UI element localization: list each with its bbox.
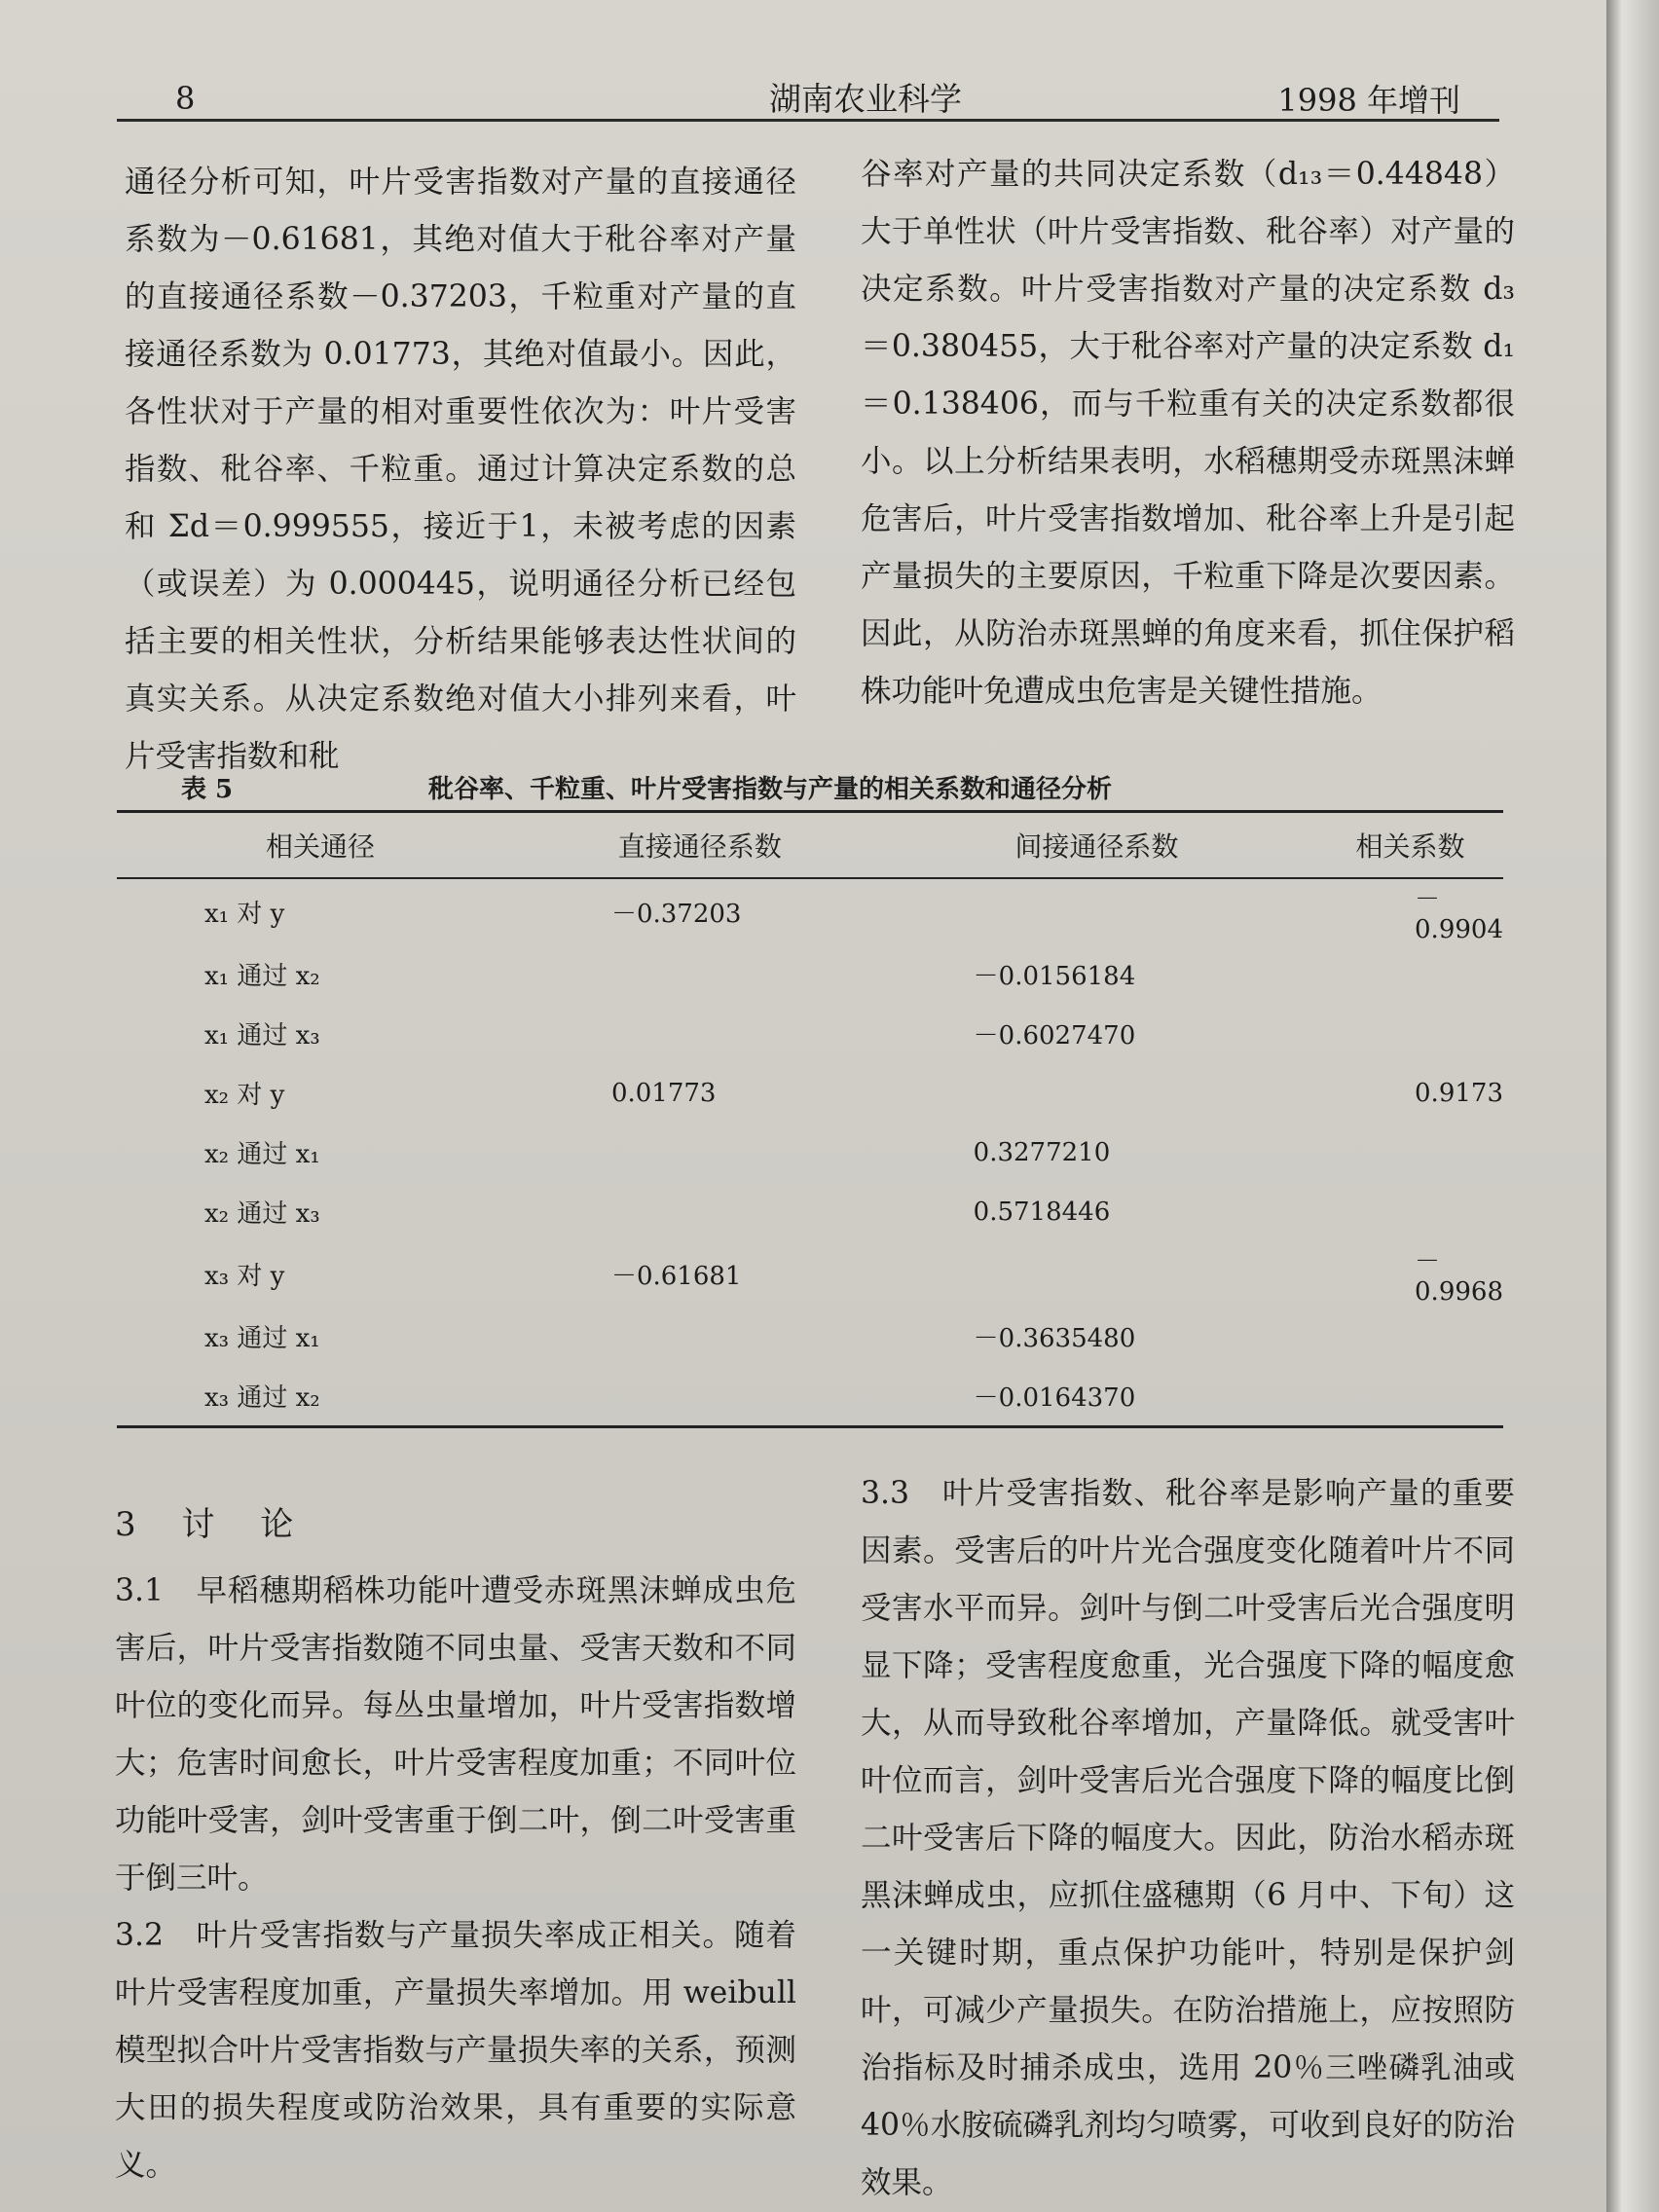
- cell-indirect: －0.0156184: [973, 962, 1136, 991]
- table-row: [117, 1307, 1503, 1366]
- cell-path: x₁ 通过 x₂: [204, 962, 320, 991]
- cell-direct: －0.37203: [610, 900, 742, 929]
- table-row: [117, 944, 1503, 1004]
- cell-correlation: [1317, 1004, 1503, 1063]
- header-indirect: 间接通径系数: [1014, 830, 1179, 863]
- header-direct: 直接通径系数: [617, 830, 782, 863]
- cell-indirect: －0.3635480: [973, 1324, 1136, 1353]
- header-correlation: 相关系数: [1355, 830, 1465, 863]
- cell-correlation: －0.9904: [1415, 885, 1503, 944]
- cell-direct: [524, 944, 876, 1004]
- cell-path: x₂ 通过 x₁: [204, 1140, 320, 1169]
- cell-correlation: [1317, 944, 1503, 1004]
- cell-correlation: 0.9173: [1415, 1078, 1503, 1108]
- table-row: [117, 878, 1503, 944]
- cell-correlation: [1317, 1366, 1503, 1427]
- table-row: [117, 1004, 1503, 1063]
- journal-title: 湖南农业科学: [769, 80, 962, 118]
- cell-indirect: 0.5718446: [973, 1197, 1111, 1227]
- table-row: [117, 1063, 1503, 1123]
- right-column-text: [861, 146, 1515, 720]
- cell-correlation: －0.9968: [1415, 1247, 1503, 1307]
- paragraph-3-1: 3.1 早稻穗期稻株功能叶遭受赤斑黑沫蝉成虫危害后，叶片受害指数随不同虫量、受害天数和不同叶位的变化而异。每丛虫量增加，叶片受害指数增大；危害时间愈长，叶片受害程度加重；不同叶位功能叶受害，剑叶受害重于倒二叶，倒二叶受害重于倒三叶。: [115, 1573, 796, 1896]
- cell-correlation: [1317, 1307, 1503, 1366]
- table-row: [117, 1182, 1503, 1241]
- cell-path: x₁ 通过 x₃: [204, 1021, 320, 1051]
- cell-indirect: －0.0164370: [973, 1383, 1136, 1413]
- discussion-right-column: [861, 1465, 1515, 2212]
- discussion-left-column: [115, 1563, 796, 2194]
- cell-path: x₂ 通过 x₃: [204, 1199, 320, 1229]
- cell-indirect: －0.6027470: [973, 1021, 1136, 1051]
- cell-direct: [524, 1123, 876, 1182]
- cell-path: x₃ 通过 x₂: [204, 1383, 320, 1413]
- cell-direct: [524, 1366, 876, 1427]
- cell-path: x₂ 对 y: [204, 1081, 285, 1110]
- cell-path: x₃ 通过 x₁: [204, 1324, 320, 1353]
- table-row: [117, 1123, 1503, 1182]
- path-analysis-table: [117, 810, 1503, 1428]
- cell-direct: [524, 1307, 876, 1366]
- cell-direct: [524, 1004, 876, 1063]
- cell-indirect: 0.3277210: [973, 1137, 1111, 1167]
- left-column-text: [125, 154, 796, 786]
- paragraph-3-3: 3.3 叶片受害指数、秕谷率是影响产量的重要因素。受害后的叶片光合强度变化随着叶片不同受害水平而异。剑叶与倒二叶受害后光合强度明显下降；受害程度愈重，光合强度下降的幅度愈大，从而导致秕谷率增加，产量降低。就受害叶叶位而言，剑叶受害后光合强度下降的幅度比倒二叶受害后下降的幅度大。因此，防治水稻赤斑黑沫蝉成虫，应抓住盛穗期（6 月中、下旬）这一关键时期，重点保护功能叶，特别是保护剑叶，可减少产量损失。在防治措施上，应按照防治指标及时捕杀成虫，选用 20％三唑磷乳油或 40％水胺硫磷乳剂均匀喷雾，可收到良好的防治效果。: [861, 1476, 1515, 2200]
- table-row: [117, 1366, 1503, 1427]
- page-number: 8: [175, 80, 196, 117]
- table-title: 秕谷率、千粒重、叶片受害指数与产量的相关系数和通径分析: [428, 775, 1113, 804]
- paragraph-3-2: 3.2 叶片受害指数与产量损失率成正相关。随着叶片受害程度加重，产量损失率增加。用 weibull 模型拟合叶片受害指数与产量损失率的关系，预测大田的损失程度或防治效果，具有重要的实际意义。: [115, 1918, 796, 2183]
- cell-direct: －0.61681: [610, 1262, 742, 1291]
- cell-indirect: [876, 878, 1317, 944]
- table-number: 表 5: [181, 775, 234, 804]
- table-row: [117, 1241, 1503, 1307]
- cell-correlation: [1317, 1182, 1503, 1241]
- page-header: [117, 70, 1499, 122]
- cell-indirect: [876, 1063, 1317, 1123]
- paragraph: 通径分析可知，叶片受害指数对产量的直接通径系数为－0.61681，其绝对值大于秕谷率对产量的直接通径系数－0.37203，千粒重对产量的直接通径系数为 0.01773，其绝对值最小。因此，各性状对于产量的相对重要性依次为：叶片受害指数、秕谷率、千粒重。通过计算决定系数的总和 Σd＝0.999555，接近于1，未被考虑的因素（或误差）为 0.000445，说明通径分析已经包括主要的相关性状，分析结果能够表达性状间的真实关系。从决定系数绝对值大小排列来看，叶片受害指数和秕: [125, 165, 796, 774]
- cell-direct: 0.01773: [610, 1078, 717, 1108]
- cell-direct: [524, 1182, 876, 1241]
- table-header-row: [117, 812, 1503, 879]
- paragraph: 谷率对产量的共同决定系数（d₁₃＝0.44848）大于单性状（叶片受害指数、秕谷率）对产量的决定系数。叶片受害指数对产量的决定系数 d₃＝0.380455，大于秕谷率对产量的决定系数 d₁＝0.138406，而与千粒重有关的决定系数都很小。以上分析结果表明，水稻穗期受赤斑黑沫蝉危害后，叶片受害指数增加、秕谷率上升是引起产量损失的主要原因，千粒重下降是次要因素。因此，从防治赤斑黑蝉的角度来看，抓住保护稻株功能叶免遭成虫危害是关键性措施。: [861, 157, 1515, 709]
- adjacent-page-edge: [1606, 0, 1659, 2212]
- header-path: 相关通径: [265, 830, 375, 863]
- section-heading: 3 讨 论: [115, 1505, 312, 1544]
- cell-path: x₃ 对 y: [204, 1262, 285, 1291]
- cell-correlation: [1317, 1123, 1503, 1182]
- cell-path: x₁ 对 y: [204, 900, 285, 929]
- cell-indirect: [876, 1241, 1317, 1307]
- issue-label: 1998 年增刊: [1277, 82, 1460, 119]
